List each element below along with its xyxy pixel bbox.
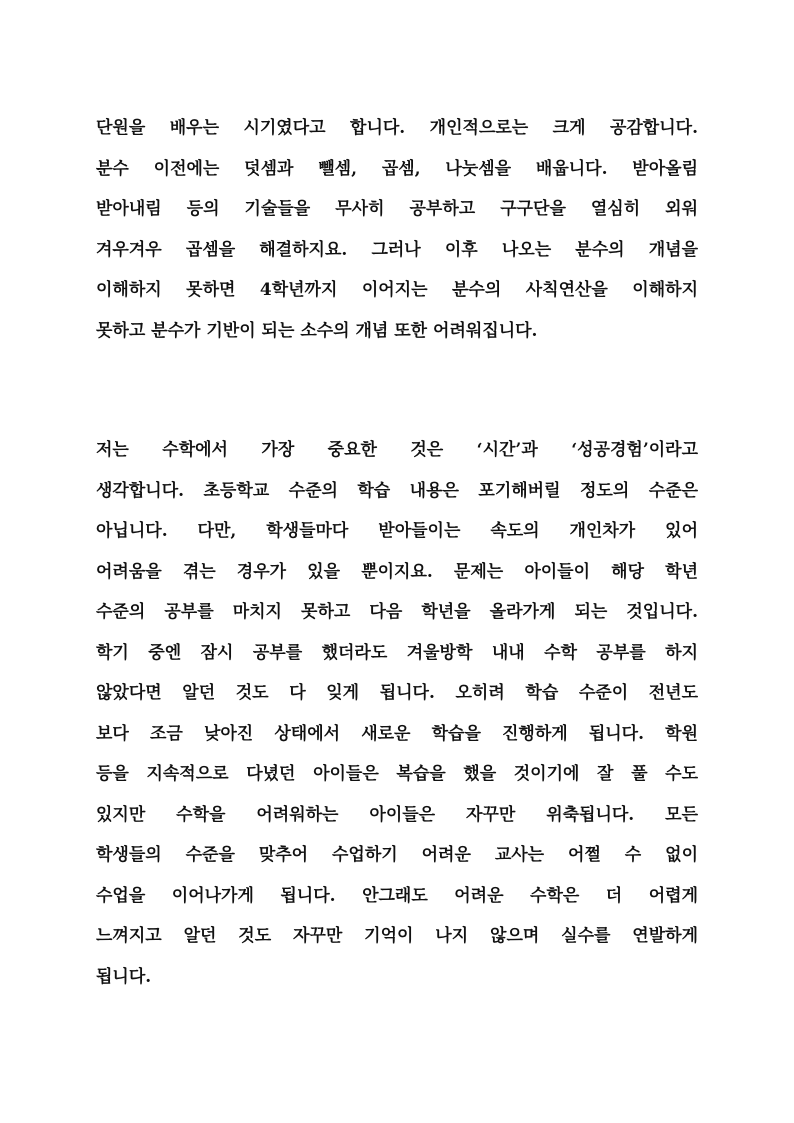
text-line: 됩니다. [96, 966, 152, 987]
text-line: 어려움을 겪는 경우가 있을 뿐이지요. 문제는 아이들이 해당 학년 [96, 561, 698, 582]
text-line: 학생들의 수준을 맞추어 수업하기 어려운 교사는 어쩔 수 없이 [96, 845, 698, 865]
text-line: 분수 이전에는 덧셈과 뺄셈, 곱셈, 나눗셈을 배웁니다. 받아올림 [96, 158, 698, 179]
text-line: 저는 수학에서 가장 중요한 것은 ‘시간’과 ‘성공경험’이라고 [96, 440, 698, 460]
text-line: 등을 지속적으로 다녔던 아이들은 복습을 했을 것이기에 잘 풀 수도 [96, 764, 698, 784]
text-line: 수업을 이어나가게 됩니다. 안그래도 어려운 수학은 더 어렵게 [96, 885, 698, 906]
text-line: 수준의 공부를 마치지 못하고 다음 학년을 올라가게 되는 것입니다. [96, 602, 698, 622]
text-line: 생각합니다. 초등학교 수준의 학습 내용은 포기해버릴 정도의 수준은 [96, 480, 698, 501]
text-line: 학기 중엔 잠시 공부를 했더라도 겨울방학 내내 수학 공부를 하지 [96, 642, 698, 663]
text-line: 단원을 배우는 시기였다고 합니다. 개인적으로는 크게 공감합니다. [96, 118, 698, 138]
paragraph-time-and-success [96, 435, 698, 1002]
text-line: 않았다면 알던 것도 다 잊게 됩니다. 오히려 학습 수준이 전년도 [96, 683, 698, 703]
text-line: 못하고 분수가 기반이 되는 소수의 개념 또한 어려워집니다. [96, 320, 538, 341]
text-line: 이해하지 못하면 4학년까지 이어지는 분수의 사칙연산을 이해하지 [96, 280, 698, 300]
text-line: 겨우겨우 곱셈을 해결하지요. 그러나 이후 나오는 분수의 개념을 [96, 239, 698, 260]
text-line: 있지만 수학을 어려워하는 아이들은 자꾸만 위축됩니다. 모든 [96, 804, 698, 825]
paragraph-fractions [96, 113, 698, 356]
text-line: 받아내림 등의 기술들을 무사히 공부하고 구구단을 열심히 외워 [96, 199, 698, 219]
text-line: 보다 조금 낮아진 상태에서 새로운 학습을 진행하게 됩니다. 학원 [96, 723, 698, 744]
text-line: 느껴지고 알던 것도 자꾸만 기억이 나지 않으며 실수를 연발하게 [96, 926, 698, 946]
text-line: 아닙니다. 다만, 학생들마다 받아들이는 속도의 개인차가 있어 [96, 521, 698, 541]
